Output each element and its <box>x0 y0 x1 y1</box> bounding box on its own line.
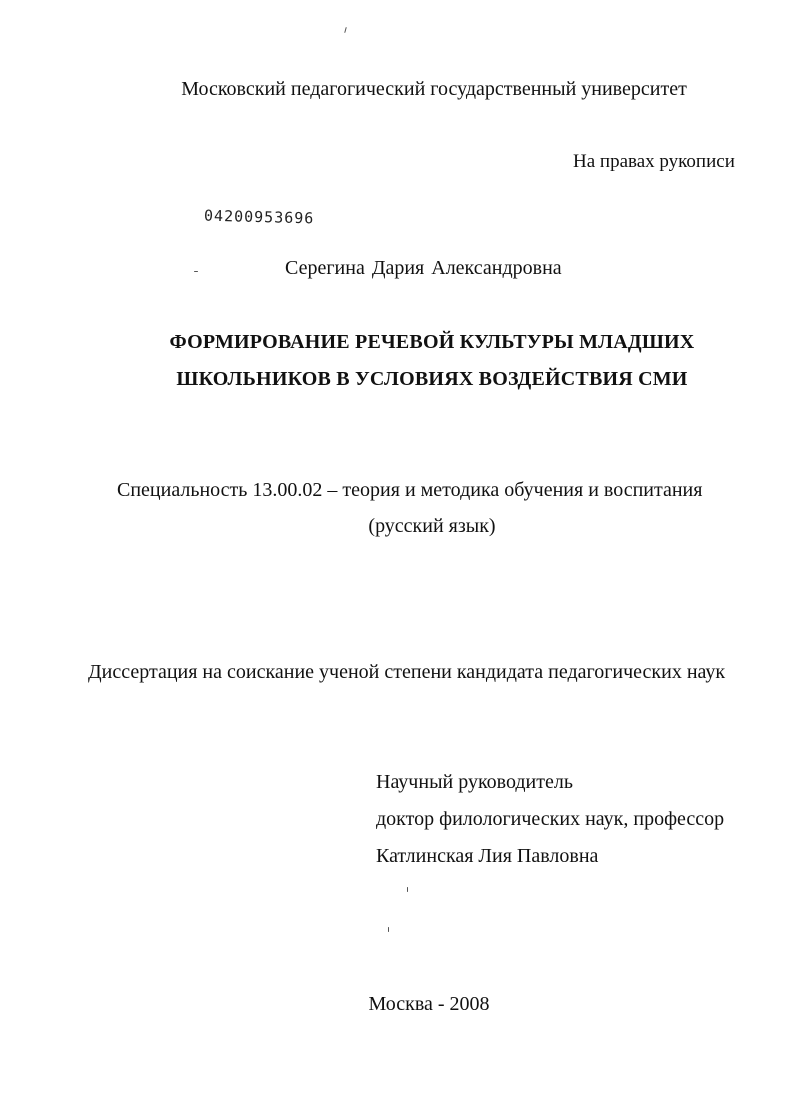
specialty-line-1: Специальность 13.00.02 – теория и методика обучения и воспитания <box>117 479 703 501</box>
university-name: Московский педагогический государственный университет <box>181 78 687 100</box>
supervisor-degree: доктор филологических наук, профессор <box>376 808 725 830</box>
specialty-line-2: (русский язык) <box>368 515 496 537</box>
scan-speck <box>194 271 198 272</box>
author-name: Серегина Дария Александровна <box>285 257 562 279</box>
city-year: Москва - 2008 <box>368 993 490 1015</box>
dissertation-statement: Диссертация на соискание ученой степени кандидата педагогических наук <box>88 661 726 683</box>
supervisor-label: Научный руководитель <box>376 771 573 793</box>
scan-speck <box>407 887 408 892</box>
scan-speck <box>388 927 389 932</box>
supervisor-name: Катлинская Лия Павловна <box>376 845 599 867</box>
title-line-2: ШКОЛЬНИКОВ В УСЛОВИЯХ ВОЗДЕЙСТВИЯ СМИ <box>176 368 688 390</box>
inventory-number: 04200953696 <box>203 206 315 228</box>
rights-note: На правах рукописи <box>573 151 735 172</box>
title-line-1: ФОРМИРОВАНИЕ РЕЧЕВОЙ КУЛЬТУРЫ МЛАДШИХ <box>169 331 695 353</box>
scan-speck <box>344 27 347 33</box>
